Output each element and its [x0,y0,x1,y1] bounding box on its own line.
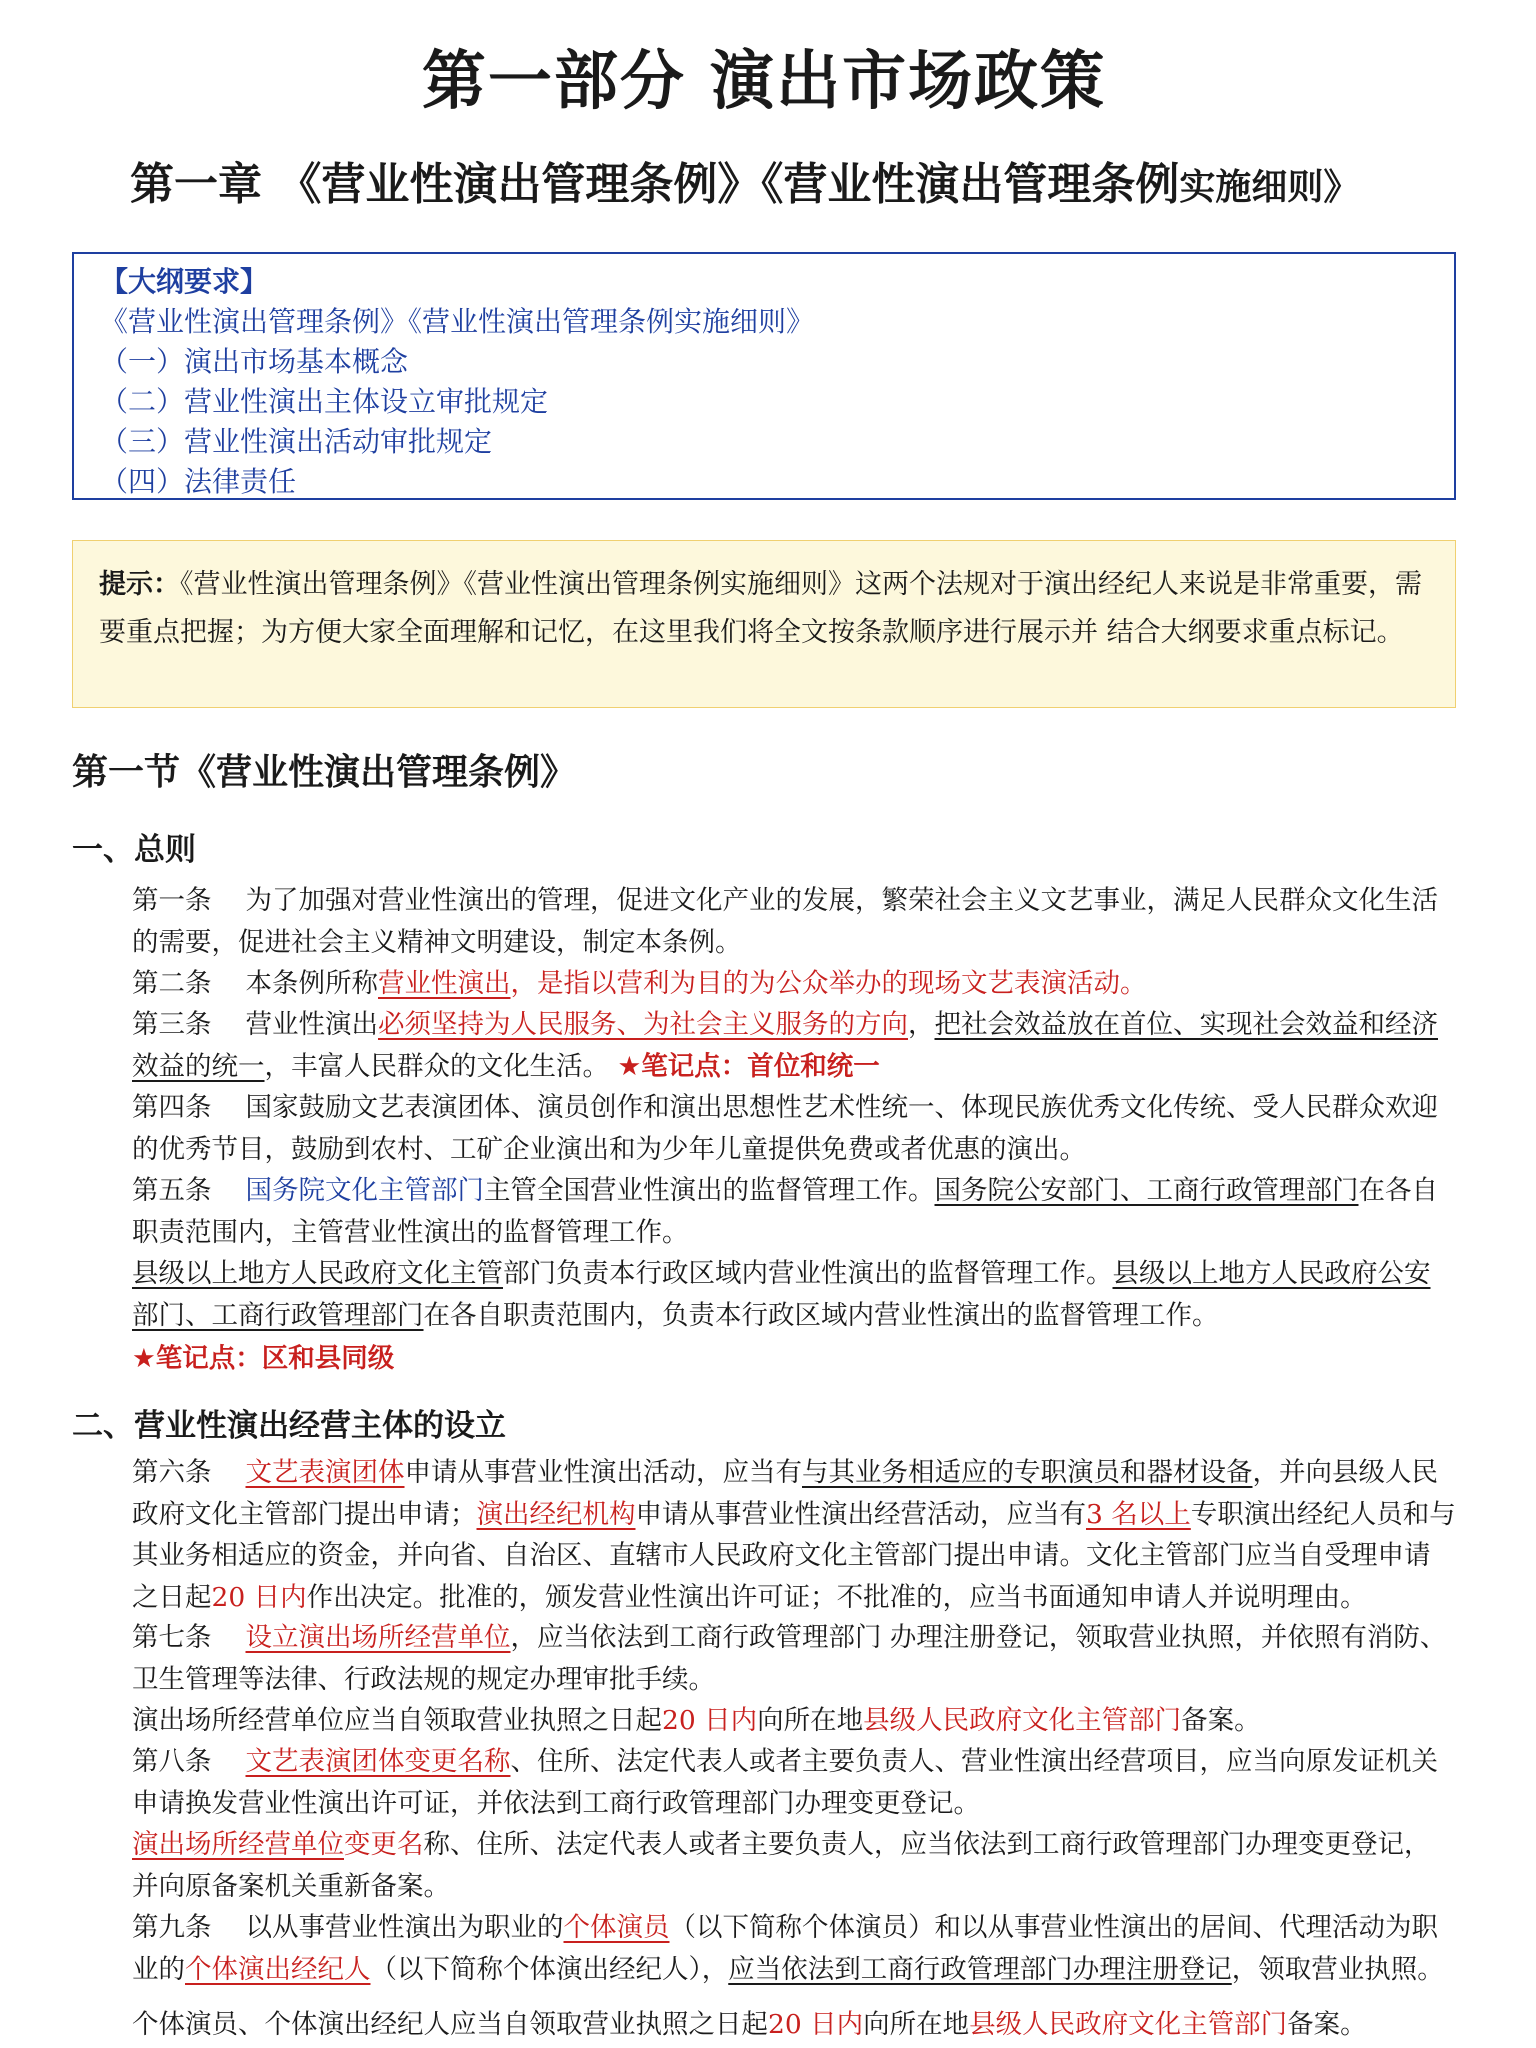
key-phrase: 县级以上地方人民政府文化主管 [132,1258,503,1289]
chapter-title-small: 实施细则》 [1179,167,1360,208]
key-term: 设立演出场所经营单位 [245,1622,511,1653]
article-text: 国家鼓励文艺表演团体、演员创作和演出思想性艺术性统一、体现民族优秀文化传统、受人民群众欢迎的优秀节目，鼓励到农村、工矿企业演出和为少年儿童提供免费或者优惠的演出。 [132,1092,1438,1165]
key-number: 20 日内 [662,1705,758,1736]
article-7-paragraph-2 [72,1700,1456,1742]
article-label: 第一条 [132,885,212,916]
article-text: ，领取营业执照。 [1231,1953,1444,1985]
article-7 [72,1617,1456,1700]
article-text: 备案。 [1287,2009,1367,2040]
outline-box [72,252,1456,500]
article-text: 在各自职责范围内，主管营业性演出的监督管理工作。 [132,1175,1438,1248]
outline-item: （三）营业性演出活动审批规定 [100,425,493,458]
article-text: 、住所、法定代表人或者主要负责人、营业性演出经营项目，应当向原发证机关申请换发营业性演出许可证，并依法到工商行政管理部门办理变更登记。 [132,1746,1438,1819]
article-3 [72,1004,1456,1087]
key-term: 演出经纪机构 [476,1498,636,1530]
article-text: （以下简称个体演出经纪人）， [370,1953,729,1985]
article-text: 营业性演出 [245,1009,378,1040]
article-text: ，应当依法到工商行政管理部门 办理注册登记，领取营业执照，并依照有消防、卫生管理等法律、行政法规的规定办理审批手续。 [132,1622,1447,1695]
article-text: 为了加强对营业性演出的管理，促进文化产业的发展，繁荣社会主义文艺事业，满足人民群众文化生活的需要，促进社会主义精神文明建设，制定本条例。 [132,885,1438,958]
key-number: 20 日内 [211,1581,307,1613]
article-label: 第八条 [132,1746,212,1777]
note-mark: ★笔记点：首位和统一 [617,1050,880,1082]
key-term: 必须坚持为人民服务、为社会主义服务的方向 [378,1009,908,1040]
article-text: ， [908,1009,935,1040]
definition-text: ，是指以营利为目的为公众举办的现场文艺表演活动。 [510,968,1147,999]
article-text: 备案。 [1181,1705,1261,1736]
article-text: 在各自职责范围内，负责本行政区域内营业性演出的监督管理工作。 [423,1299,1219,1331]
article-text: 主管全国营业性演出的监督管理工作。 [484,1175,935,1206]
part-title: 第一部分 演出市场政策 [421,45,1107,119]
article-text: 向所在地 [863,2009,970,2040]
key-term: 县级人民政府文化主管部门 [969,2009,1288,2040]
article-4 [72,1087,1456,1170]
article-text: ，并向县级人民政府文化主管部门提出申请； [132,1457,1438,1530]
article-text: 以从事营业性演出为职业的 [245,1912,564,1943]
subsection-establishment: 二、营业性演出经营主体的设立 [72,1408,506,1444]
note-mark: ★笔记点：区和县同级 [132,1343,395,1374]
tip-text: 《营业性演出管理条例》《营业性演出管理条例实施细则》这两个法规对于演出经纪人来说是非常重要，需要重点把握；为方便大家全面理解和记忆，在这里我们将全文按条款顺序进行展示并 结合大纲要求重点标记。 [99,569,1422,648]
key-term: 文艺表演团体 [245,1457,405,1488]
chapter-title-main: 第一章 《营业性演出管理条例》《营业性演出管理条例 [130,159,1180,210]
chapter-title [130,148,1530,212]
article-2 [72,963,1456,1005]
article-9-paragraph-2 [72,2004,1456,2046]
article-label: 第九条 [132,1912,212,1943]
article-5 [72,1170,1456,1253]
key-term: 变更名 [344,1829,424,1860]
article-label: 第二条 [132,968,212,999]
key-phrase: 国务院公安部门、工商行政管理部门 [934,1175,1359,1206]
article-text: 向所在地 [757,1705,864,1736]
key-phrase: 县级以上地方人民政府公安部门、工商行政管理部门 [132,1258,1431,1331]
tip-label: 提示： [99,569,180,600]
key-number: 20 日内 [768,2009,864,2040]
tip-box [72,540,1456,708]
article-6 [72,1452,1456,1618]
article-label: 第五条 [132,1175,212,1206]
article-text: 演出场所经营单位应当自领取营业执照之日起 [132,1705,662,1736]
article-5-paragraph-2 [72,1253,1456,1336]
article-label: 第三条 [132,1009,212,1040]
article-text: 专职演出经纪人员和与其业务相适应的资金，并向省、自治区、直辖市人民政府文化主管部门提出申请。文化主管部门应当自受理申请之日起 [132,1498,1456,1613]
article-label: 第四条 [132,1092,212,1123]
article-9 [72,1907,1456,1990]
outline-item: （二）营业性演出主体设立审批规定 [100,385,549,418]
outline-item: （四）法律责任 [100,465,297,498]
article-8 [72,1741,1456,1824]
key-phrase: 把社会效益放在首位、实现社会效益和经济效益的统一 [132,1009,1438,1082]
key-term: 个体演员 [563,1912,670,1943]
key-term: 县级人民政府文化主管部门 [863,1705,1182,1736]
article-1 [72,880,1456,963]
article-8-paragraph-2 [72,1824,1456,1907]
outline-head: 【大纲要求】 [100,265,269,298]
key-phrase: 应当依法到工商行政管理部门办理注册登记 [728,1953,1232,1985]
article-text: 部门负责本行政区域内营业性演出的监督管理工作。 [503,1258,1113,1289]
article-text: 申请从事营业性演出活动，应当有 [404,1457,802,1488]
article-label: 第七条 [132,1622,212,1653]
key-term: 营业性演出 [378,968,511,999]
article-5-note [72,1338,1456,1380]
outline-item: （一）演出市场基本概念 [100,345,409,378]
outline-item: 《营业性演出管理条例》《营业性演出管理条例实施细则》 [100,305,815,338]
article-text: 本条例所称 [245,968,378,999]
key-number: 3 名以上 [1086,1498,1191,1530]
article-text: 作出决定。批准的，颁发营业性演出许可证；不批准的，应当书面通知申请人并说明理由。 [306,1581,1367,1613]
article-label: 第六条 [132,1457,212,1488]
key-term: 国务院文化主管部门 [245,1175,484,1206]
article-text: 申请从事营业性演出经营活动，应当有 [635,1498,1086,1530]
key-term: 个体演出经纪人 [185,1953,371,1985]
article-text: ，丰富人民群众的文化生活。 [264,1050,609,1082]
article-text: 个体演员、个体演出经纪人应当自领取营业执照之日起 [132,2009,768,2040]
key-term: 演出场所经营单位 [132,1829,344,1860]
key-phrase: 与其业务相适应的专职演员和器材设备 [802,1457,1253,1488]
key-term: 文艺表演团体变更名称 [245,1746,511,1777]
article-text: 称、住所、法定代表人或者主要负责人，应当依法到工商行政管理部门办理变更登记，并向原备案机关重新备案。 [132,1829,1431,1902]
subsection-general: 一、总则 [72,832,196,868]
article-text: （以下简称个体演员）和以从事营业性演出的居间、代理活动为职业的 [132,1912,1438,1985]
section-title: 第一节《营业性演出管理条例》 [72,752,577,793]
